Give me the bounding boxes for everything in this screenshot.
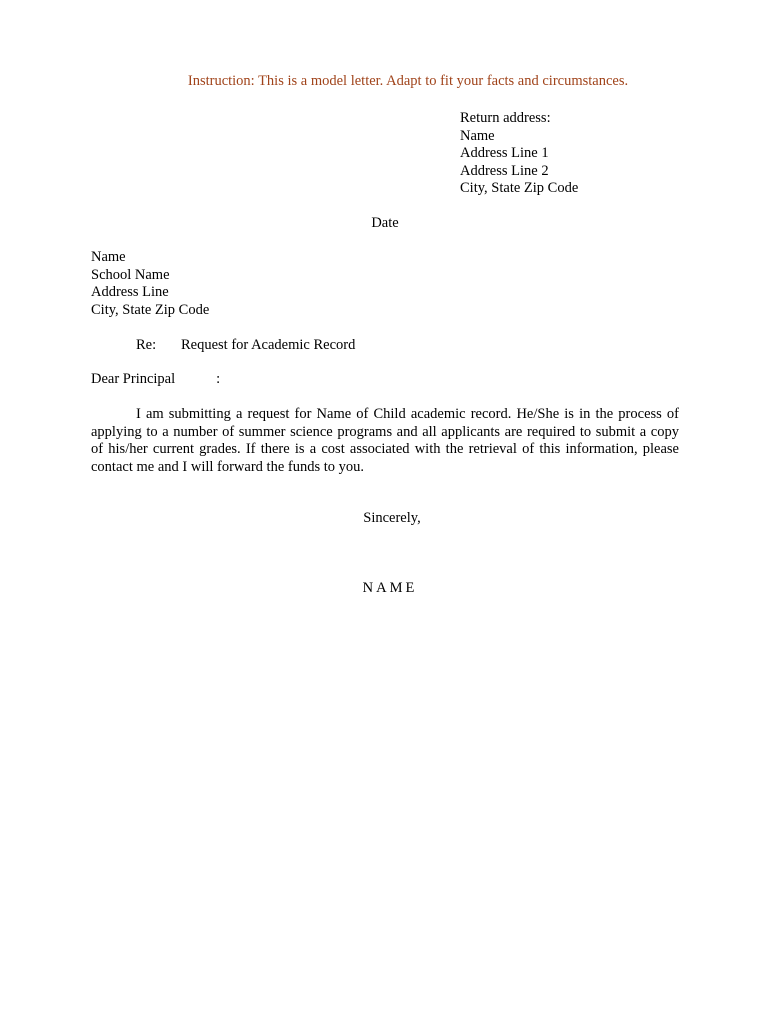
salutation bbox=[91, 371, 220, 389]
salutation-greeting: Dear Principal bbox=[91, 371, 176, 387]
subject-line bbox=[136, 337, 355, 355]
recipient-city-state-zip: City, State Zip Code bbox=[91, 301, 210, 318]
recipient-address-block bbox=[91, 249, 209, 319]
letter-body: I am submitting a request for Name of Child academic record. He/She is in the process of applying to a number of summer science programs and all applicants are required to submit a copy of his/her current grades. If there is a cost associated with the retrieval of this information, please contact me and I will forward the funds to you. bbox=[91, 406, 679, 475]
return-address-line-2: Address Line 2 bbox=[460, 162, 549, 179]
return-address-name: Name bbox=[460, 127, 495, 144]
recipient-school: School Name bbox=[91, 266, 170, 283]
letter-closing: Sincerely, bbox=[363, 510, 421, 526]
return-address-city-state-zip: City, State Zip Code bbox=[460, 180, 579, 196]
letter-date: Date bbox=[371, 215, 399, 231]
salutation-colon: : bbox=[216, 371, 221, 387]
recipient-name: Name bbox=[91, 249, 126, 265]
subject-text: Request for Academic Record bbox=[181, 337, 356, 353]
subject-label: Re: bbox=[136, 337, 157, 353]
instruction-note: Instruction: This is a model letter. Adapt to fit your facts and circumstances. bbox=[187, 73, 629, 89]
return-address-line-1: Address Line 1 bbox=[460, 145, 549, 161]
return-address-block bbox=[460, 110, 578, 198]
recipient-address-line: Address Line bbox=[91, 284, 169, 300]
return-address-heading: Return address: bbox=[460, 110, 551, 126]
signature-name: NAME bbox=[362, 580, 418, 596]
